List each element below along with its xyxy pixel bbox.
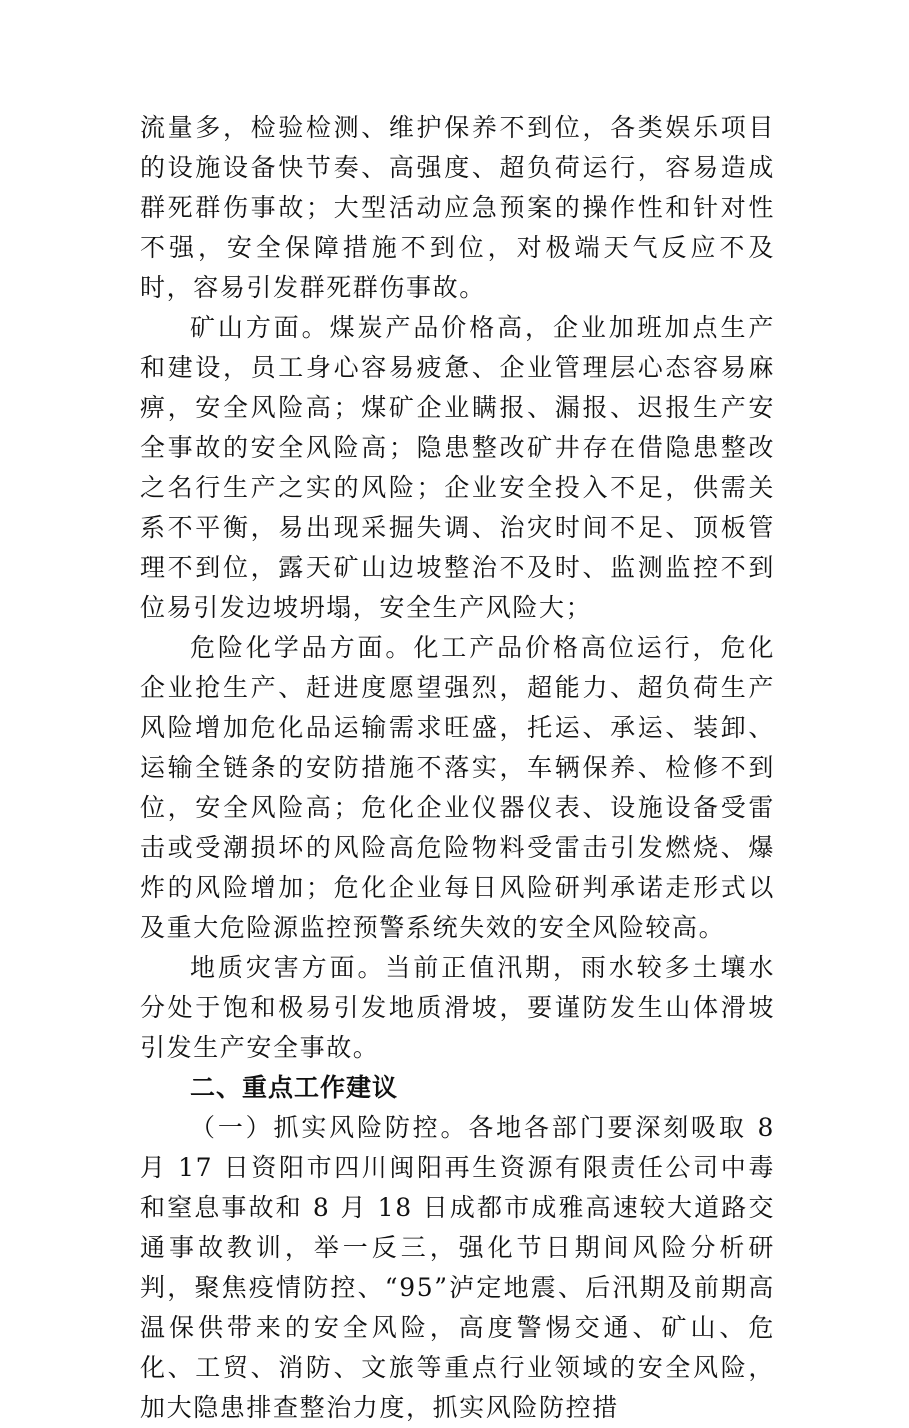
document-body bbox=[140, 108, 775, 1428]
paragraph-mining: 矿山方面。煤炭产品价格高，企业加班加点生产和建设，员工身心容易疲惫、企业管理层心态容易麻痹，安全风险高；煤矿企业瞒报、漏报、迟报生产安全事故的安全风险高；隐患整改矿井存在借隐患整改之名行生产之实的风险；企业安全投入不足，供需关系不平衡，易出现采掘失调、治灾时间不足、顶板管理不到位，露天矿山边坡整治不及时、监测监控不到位易引发边坡坍塌，安全生产风险大； bbox=[140, 313, 775, 622]
section-heading: 二、重点工作建议 bbox=[190, 1073, 399, 1102]
paragraph-continuation: 流量多，检验检测、维护保养不到位，各类娱乐项目的设施设备快节奏、高强度、超负荷运行，容易造成群死群伤事故；大型活动应急预案的操作性和针对性不强，安全保障措施不到位，对极端天气反应不及时，容易引发群死群伤事故。 bbox=[140, 113, 775, 302]
paragraph-geological-disasters: 地质灾害方面。当前正值汛期，雨水较多土壤水分处于饱和极易引发地质滑坡，要谨防发生山体滑坡引发生产安全事故。 bbox=[140, 953, 775, 1062]
paragraph-hazardous-chemicals: 危险化学品方面。化工产品价格高位运行，危化企业抢生产、赶进度愿望强烈，超能力、超负荷生产风险增加危化品运输需求旺盛，托运、承运、装卸、运输全链条的安防措施不落实，车辆保养、检修不到位，安全风险高；危化企业仪器仪表、设施设备受雷击或受潮损坏的风险高危险物料受雷击引发燃烧、爆炸的风险增加；危化企业每日风险研判承诺走形式以及重大危险源监控预警系统失效的安全风险较高。 bbox=[140, 633, 775, 942]
paragraph-risk-control: （一）抓实风险防控。各地各部门要深刻吸取 8 月 17 日资阳市四川闽阳再生资源有限责任公司中毒和窒息事故和 8 月 18 日成都市成雅高速较大道路交通事故教训，举一反三，强化节日期间风险分析研判，聚焦疫情防控、“95”泸定地震、后汛期及前期高温保供带来的安全风险，高度警惕交通、矿山、危化、工贸、消防、文旅等重点行业领域的安全风险，加大隐患排查整治力度，抓实风险防控措 bbox=[140, 1113, 775, 1422]
